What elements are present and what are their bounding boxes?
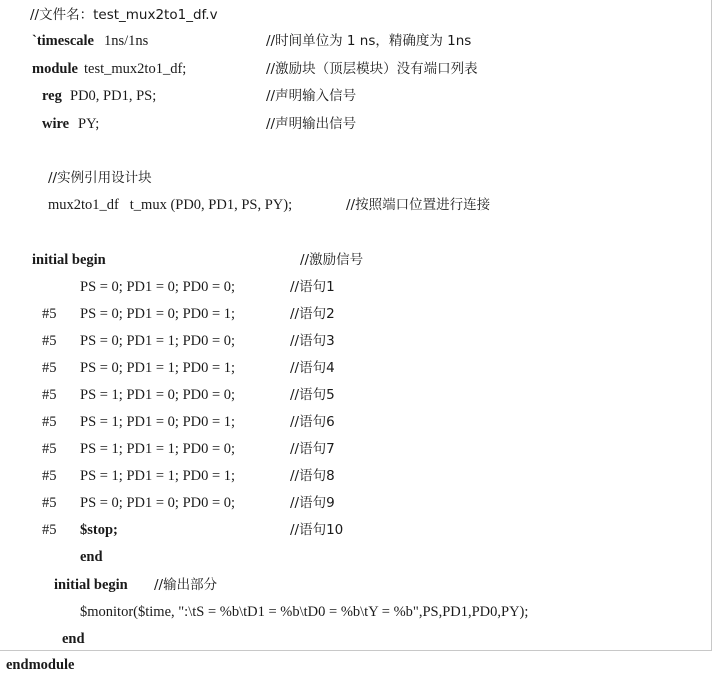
instance-statement-comment: //按照端口位置进行连接	[346, 197, 491, 213]
statement: PS = 0; PD1 = 1; PD0 = 1;	[80, 360, 236, 376]
statement: PS = 0; PD1 = 1; PD0 = 0;	[80, 333, 236, 349]
timescale-comment: //时间单位为 1 ns，精确度为 1ns	[266, 33, 472, 49]
statement-comment: //语句7	[290, 441, 335, 457]
initial-block-comment: //激励信号	[300, 252, 364, 268]
statement-comment: //语句2	[290, 306, 335, 322]
delay: #5	[42, 522, 57, 538]
timescale-value: 1ns/1ns	[104, 33, 149, 49]
statement-comment: //语句9	[290, 495, 335, 511]
file-comment: //文件名：test_mux2to1_df.v	[30, 7, 218, 23]
instance-statement: mux2to1_df t_mux (PD0, PD1, PS, PY);	[48, 197, 293, 213]
monitor-statement: $monitor($time, ":\tS = %b\tD1 = %b\tD0 = %b\tY = %b",PS,PD1,PD0,PY);	[80, 604, 529, 620]
statement: PS = 1; PD1 = 0; PD0 = 1;	[80, 414, 236, 430]
reg-comment: //声明输入信号	[266, 88, 357, 104]
initial-block-keyword: initial begin	[54, 577, 128, 593]
statement: PS = 1; PD1 = 1; PD0 = 1;	[80, 468, 236, 484]
statement-comment: //语句10	[290, 522, 344, 538]
statement: PS = 1; PD1 = 1; PD0 = 0;	[80, 441, 236, 457]
instance-comment: //实例引用设计块	[48, 170, 152, 186]
wire-comment: //声明输出信号	[266, 116, 357, 132]
delay: #5	[42, 360, 57, 376]
statement: PS = 0; PD1 = 0; PD0 = 1;	[80, 306, 236, 322]
wire-variables: PY;	[78, 116, 100, 132]
initial-block-comment: //输出部分	[154, 577, 218, 593]
delay: #5	[42, 306, 57, 322]
reg-variables: PD0, PD1, PS;	[70, 88, 157, 104]
timescale-keyword: `timescale	[32, 33, 94, 49]
statement: $stop;	[80, 522, 118, 538]
delay: #5	[42, 468, 57, 484]
statement-comment: //语句4	[290, 360, 335, 376]
statement-comment: //语句8	[290, 468, 335, 484]
statement-comment: //语句3	[290, 333, 335, 349]
module-keyword: module	[32, 61, 78, 77]
statement: PS = 1; PD1 = 0; PD0 = 0;	[80, 387, 236, 403]
initial-block-keyword: initial begin	[32, 252, 106, 268]
statement: PS = 0; PD1 = 0; PD0 = 0;	[80, 495, 236, 511]
delay: #5	[42, 414, 57, 430]
delay: #5	[42, 333, 57, 349]
end-keyword: end	[62, 631, 85, 647]
end-keyword: end	[80, 549, 103, 565]
delay: #5	[42, 495, 57, 511]
module-name: test_mux2to1_df;	[84, 61, 187, 77]
wire-keyword: wire	[42, 116, 70, 132]
statement: PS = 0; PD1 = 0; PD0 = 0;	[80, 279, 236, 295]
module-comment: //激励块（顶层模块）没有端口列表	[266, 61, 478, 77]
endmodule-keyword: endmodule	[6, 657, 75, 673]
delay: #5	[42, 387, 57, 403]
statement-comment: //语句1	[290, 279, 335, 295]
statement-comment: //语句5	[290, 387, 335, 403]
delay: #5	[42, 441, 57, 457]
reg-keyword: reg	[42, 88, 62, 104]
statement-comment: //语句6	[290, 414, 335, 430]
